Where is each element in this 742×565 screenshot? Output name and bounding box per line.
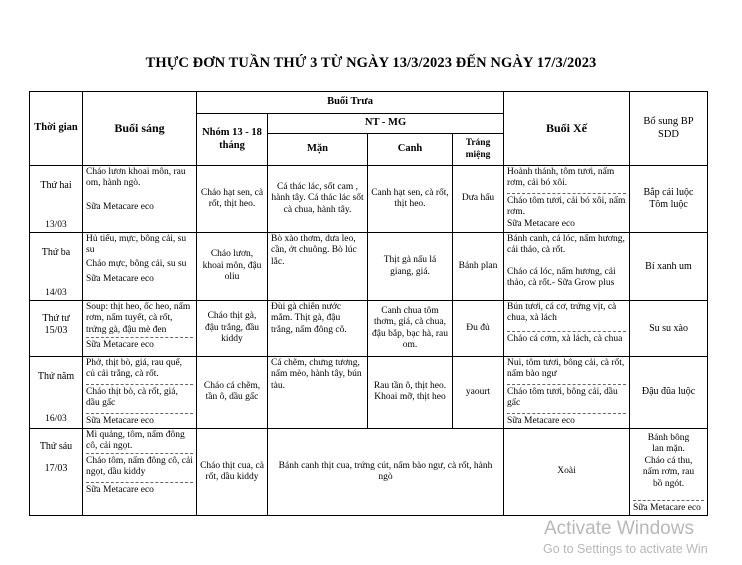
dessert-cell: Dưa hấu [453, 166, 504, 233]
header-soup: Canh [368, 134, 453, 166]
morning-cell: Soup: thịt heo, ốc heo, nấm rơm, nấm tuyết, cà rốt, trứng gà, đậu mè đen Sữa Metacare eco [83, 301, 197, 357]
group-cell: Cháo hạt sen, cà rốt, thịt heo. [197, 166, 268, 233]
dessert-cell: Bánh plan [453, 233, 504, 301]
header-supplement: Bổ sung BP SDD [630, 92, 708, 166]
group-cell: Cháo cá chẽm, tần ô, dầu gấc [197, 357, 268, 429]
dessert-cell: yaourt [453, 357, 504, 429]
group-cell: Cháo thịt gà, đậu trắng, đầu kiddy [197, 301, 268, 357]
day-cell: Thứ tư 15/03 [30, 301, 83, 357]
header-lunch: Buổi Trưa [197, 92, 504, 114]
day-cell: Thứ hai 13/03 [30, 166, 83, 233]
day-cell: Thứ sáu 17/03 [30, 428, 83, 515]
header-nt-mg: NT - MG [268, 114, 504, 134]
weekly-menu-table [29, 91, 708, 516]
header-dessert: Tráng miệng [453, 134, 504, 166]
dessert-cell: Xoài [504, 428, 630, 515]
morning-cell: Mì quảng, tôm, nấm đông cô, cải ngọt. Cháo tôm, nấm đông cô, cải ngọt, dầu kiddy Sữa Metacare eco [83, 428, 197, 515]
afternoon-cell: Bánh bông lan mặn. Cháo cá thu, nấm rơm, rau bồ ngót. Sữa Metacare eco [630, 428, 708, 515]
salty-cell: Đùi gà chiên nước mắm. Thịt gà, đậu trắng, nấm đông cô. [268, 301, 368, 357]
soup-cell: Canh chua tôm thơm, giá, cà chua, đậu bắp, bạc hà, rau om. [368, 301, 453, 357]
morning-cell: Phở, thịt bò, giá, rau quế, củ cải trắng, cà rốt. Cháo thịt bò, cà rốt, giá, dầu gấc Sữa Metacare eco [83, 357, 197, 429]
dessert-cell: Đu đủ [453, 301, 504, 357]
page-title: THỰC ĐƠN TUẦN THỨ 3 TỪ NGÀY 13/3/2023 ĐẾN NGÀY 17/3/2023 [145, 55, 597, 71]
header-afternoon: Buổi Xế [504, 92, 630, 166]
afternoon-cell: Bánh canh, cá lóc, nấm hương, cải thảo, cà rốt. Cháo cá lóc, nấm hương, cải thảo, cà rốt.- Sữa Grow plus [504, 233, 630, 301]
soup-cell: Canh hạt sen, cà rốt, thịt heo. [368, 166, 453, 233]
salty-cell: Cá chẽm, chưng tương, nấm mèo, hành tây, bún tàu. [268, 357, 368, 429]
morning-cell: Hủ tiếu, mực, bông cải, su su Cháo mực, bông cải, su su Sữa Metacare eco [83, 233, 197, 301]
header-morning: Buổi sáng [83, 92, 197, 166]
header-group-13-18: Nhóm 13 - 18 tháng [197, 114, 268, 166]
salty-cell: Bò xào thơm, dưa leo, cần, ớt chuông. Bò lúc lắc. [268, 233, 368, 301]
supplement-cell: Đậu đũa luộc [630, 357, 708, 429]
activate-windows-hint: Go to Settings to activate Win [543, 542, 708, 556]
header-salty: Mặn [268, 134, 368, 166]
day-cell: Thứ năm 16/03 [30, 357, 83, 429]
table-row [30, 357, 708, 429]
supplement-cell: Bí xanh um [630, 233, 708, 301]
morning-cell: Cháo lươn khoai môn, rau om, hành ngò. Sữa Metacare eco [83, 166, 197, 233]
lunch-merged-cell: Bánh canh thịt cua, trứng cút, nấm bào ngư, cà rốt, hành ngò [268, 428, 504, 515]
group-cell: Cháo thịt cua, cà rốt, dầu kiddy [197, 428, 268, 515]
supplement-cell: Su su xào [630, 301, 708, 357]
soup-cell: Rau tần ô, thịt heo. Khoai mỡ, thịt heo [368, 357, 453, 429]
table-row [30, 301, 708, 357]
afternoon-cell: Nui, tôm tươi, bông cải, cà rốt, nấm bào ngư Cháo tôm tươi, bông cải, dầu gấc Sữa Metacare eco [504, 357, 630, 429]
salty-cell: Cá thác lác, sốt cam , hành tây. Cá thác lác sốt cà chua, hành tây. [268, 166, 368, 233]
table-row [30, 428, 708, 515]
afternoon-cell: Bún tươi, cá cơ, trứng vịt, cà chua, xà lách Cháo cá cơm, xà lách, cà chua [504, 301, 630, 357]
group-cell: Cháo lươn, khoai môn, đậu oliu [197, 233, 268, 301]
header-time: Thời gian [30, 92, 83, 166]
day-cell: Thứ ba 14/03 [30, 233, 83, 301]
soup-cell: Thịt gà nấu lá giang, giá. [368, 233, 453, 301]
afternoon-cell: Hoành thánh, tôm tươi, nấm rơm, cải bó xôi. Cháo tôm tươi, cải bó xôi, nấm rơm. Sữa Metacare eco [504, 166, 630, 233]
table-row [30, 233, 708, 301]
activate-windows-watermark: Activate Windows [544, 518, 694, 539]
supplement-cell: Bắp cải luộc Tôm luộc [630, 166, 708, 233]
table-row [30, 166, 708, 233]
